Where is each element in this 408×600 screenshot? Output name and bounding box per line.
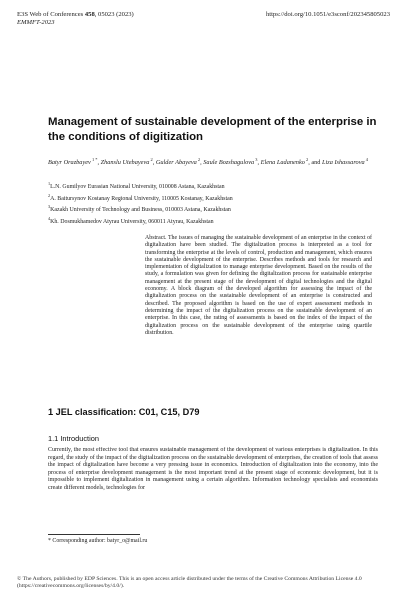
paper-title: Management of sustainable development of the enterprise in the conditions of digitization: [48, 116, 377, 143]
corresponding-author-footnote: * Corresponding author: batyr_o@mail.ru: [48, 538, 148, 544]
affiliation: [48, 215, 378, 227]
author: [101, 159, 153, 166]
jel-heading: 1 JEL classification: C01, C15, D79: [48, 407, 200, 417]
affiliation-text: Kh. Dosmukhamedov Atyrau University, 060011 Atyrau, Kazakhstan: [50, 218, 214, 225]
journal-name: E3S Web of Conferences: [17, 11, 85, 18]
author-list: Batyr Orazbayev $^{1 *}$, Zhanslu Utebayeva $^2$, Gulder Abayeva $^2$, Saule Bozshagulova $^3$, Elena Ladanenko $^2$, and Liza Ishassarova $^4$: [48, 157, 368, 167]
author-affil-sup: 2: [304, 157, 309, 162]
affiliation: [48, 180, 378, 192]
author-name: Elena Ladanenko: [260, 159, 305, 167]
affiliation: [48, 203, 378, 215]
affiliation-text: Kazakh University of Technology and Business, 010003 Astana, Kazakhstan: [50, 207, 231, 214]
doi-link[interactable]: https://doi.org/10.1051/e3sconf/202345805023: [265, 11, 390, 18]
footnote-rule: [48, 534, 140, 535]
license-notice: © The Authors, published by EDP Sciences. This is an open access article distributed under the terms of the Creative Commons Attribution License 4.0 (https://creativecommons.org/licenses/by/4.0/).: [17, 576, 362, 590]
affiliation-sup: 3: [48, 204, 51, 210]
author-name: Saule Bozshagulova: [203, 159, 255, 167]
author: [156, 159, 200, 166]
affiliation-sup: 2: [48, 192, 51, 198]
author: [203, 159, 257, 166]
author-name: Batyr Orazbayev: [48, 159, 91, 167]
affiliation-text: L.N. Gumilyov Eurasian National University, 010008 Astana, Kazakhstan: [50, 183, 225, 190]
affiliation-text: A. Baitursynov Kostanay Regional University, 110005 Kostanay, Kazakhstan: [50, 195, 233, 202]
author-affil-sup: 2: [149, 157, 153, 162]
author-affil-sup: 4: [364, 157, 368, 162]
author-name: Liza Ishassarova: [322, 159, 365, 167]
affiliation-list: [48, 180, 378, 226]
conference-name: EMMFT-2023: [17, 19, 55, 26]
running-header: [17, 11, 134, 27]
author: [48, 159, 97, 166]
intro-heading: 1.1 Introduction: [48, 434, 99, 443]
author: [261, 159, 309, 166]
author-name: Gulder Abayeva: [155, 159, 197, 167]
abstract-text: Abstract. The issues of managing the sustainable development of an enterprise in the context of digitalization have been studied. The digitalization process is interpreted as a tool for transforming the enterprise at the levels of control, production and management, which ensures the sustainable development of the enterprise. Describes methods and tools for research and implementation of digitalization to manage enterprise development. Based on the results of the study, a formulation was given for defining the digitalization process for sustainable enterprise management at the present stage of the development of digital technologies and the digital economy. A block diagram of the developed algorithm for assessing the impact of the digitalization process on the sustainable development of an enterprise is constructed and described. The proposed algorithm is based on the use of expert assessment methods in determining the impact of the digitalization process on the sustainable development of an enterprise. In this case, the rating of assessments is based on the index of the impact of the digitalization process on the sustainable development of the enterprise using quartile distribution.: [145, 235, 372, 336]
journal-volume: 458: [84, 11, 95, 18]
affiliation-sup: 4: [48, 215, 51, 221]
author-affil-sup: 2: [196, 157, 201, 162]
affiliation: [48, 192, 378, 204]
author: [311, 159, 368, 166]
author-affil-sup: 1 *: [90, 157, 98, 162]
author-name: Zhanslu Utebayeva: [100, 159, 150, 167]
author-prefix: and: [311, 159, 323, 167]
affiliation-sup: 1: [48, 181, 51, 186]
author-affil-sup: 3: [254, 157, 258, 162]
intro-paragraph: Currently, the most effective tool that ensures sustainable management of the development of various enterprises is digitalization. In this regard, the study of the impact of the digitalization process on the sustainable development of enterprises, the creation of tools that assess the impact of digitalization have become a very pressing issue in economics. Introduction of digitalization into the economy, into the process of enterprise development management is the most important trend at the present stage of economic development, but it is impossible to implement digitalization in management using a certain algorithm. Information technology specialists and economists create different models, technologies for: [48, 447, 378, 491]
article-ref: , 05023 (2023): [94, 11, 134, 18]
